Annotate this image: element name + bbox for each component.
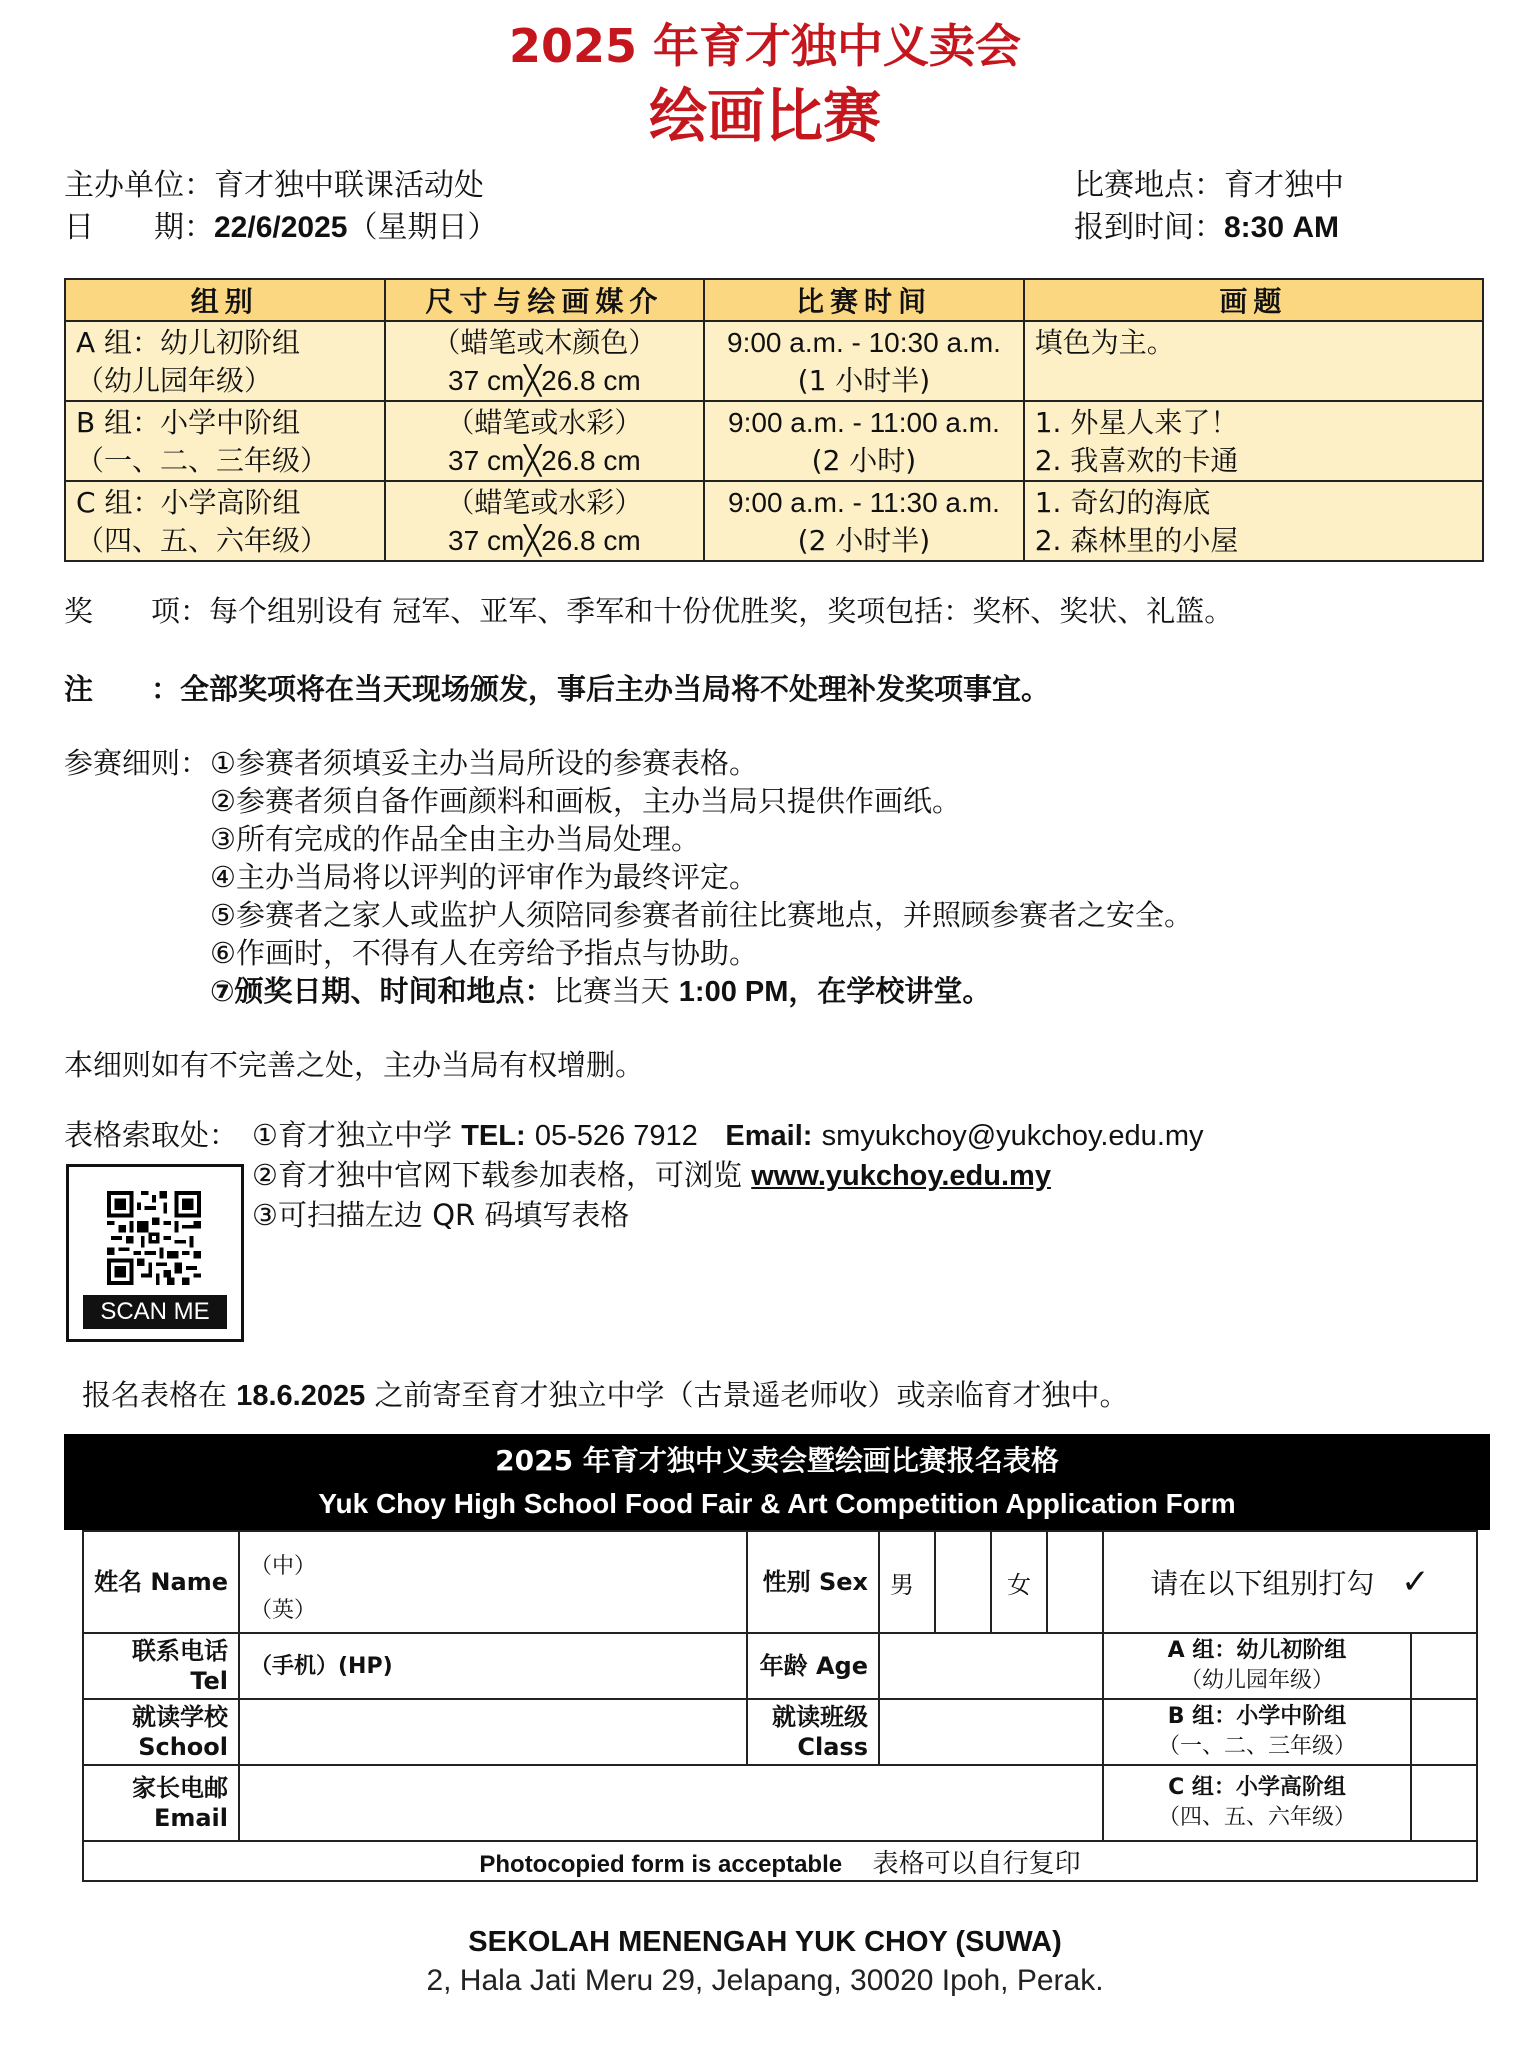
date-value: 22/6/2025 xyxy=(214,211,348,244)
check-icon: ✓ xyxy=(1401,1562,1430,1602)
email-label xyxy=(83,1765,239,1841)
report-label: 报到时间： xyxy=(1074,210,1224,245)
group-c-name: C 组：小学高阶组 xyxy=(1168,1775,1346,1800)
tick-instruction: 请在以下组别打勾 xyxy=(1150,1567,1375,1600)
form-source-line-3: ③可扫描左边 QR 码填写表格 xyxy=(252,1198,630,1232)
page-title: 2025 年育才独中义卖会 xyxy=(508,19,1022,73)
award-time: 1:00 PM xyxy=(678,976,789,1008)
male-label: 男 xyxy=(879,1531,935,1633)
email-label-zh: 家长电邮 xyxy=(132,1774,228,1802)
header-group: 组别 xyxy=(65,279,385,321)
medium: （蜡笔或水彩） xyxy=(446,406,643,439)
prizes-label: 奖 项： xyxy=(64,594,210,628)
qr-code-box[interactable] xyxy=(66,1164,244,1342)
age-label: 年龄 Age xyxy=(747,1633,879,1699)
rule-item: ④主办当局将以评判的评审作为最终评定。 xyxy=(210,860,758,894)
application-form xyxy=(82,1530,1478,1882)
deadline-suffix: 之前寄至育才独立中学（古景遥老师收）或亲临育才独中。 xyxy=(374,1378,1129,1412)
female-checkbox[interactable] xyxy=(1047,1531,1103,1633)
header-topic: 画题 xyxy=(1024,279,1483,321)
prizes-line xyxy=(64,592,1233,630)
rule-item-7 xyxy=(210,972,1193,1011)
group-grade: （四、五、六年级） xyxy=(76,524,329,557)
tel-label xyxy=(83,1633,239,1699)
table-row xyxy=(65,321,1483,401)
group-b-label xyxy=(1103,1699,1411,1765)
rule-item: ①参赛者须填妥主办当局所设的参赛表格。 xyxy=(210,746,758,780)
table-row xyxy=(65,401,1483,481)
download-text: ②育才独中官网下载参加表格，可浏览 xyxy=(252,1158,742,1192)
topic: 填色为主。 xyxy=(1034,326,1175,359)
topic: 1. 外星人来了！ xyxy=(1034,406,1239,439)
group-a-grade: （幼儿园年级） xyxy=(1179,1668,1334,1693)
time-cell xyxy=(704,401,1024,481)
group-c-checkbox[interactable] xyxy=(1411,1765,1477,1841)
form-row-school xyxy=(83,1699,1477,1765)
competition-table xyxy=(64,278,1484,562)
school-label-zh: 就读学校 xyxy=(132,1703,228,1731)
organizer-value: 育才独中联课活动处 xyxy=(214,168,484,203)
tel-hint: （手机）(HP) xyxy=(250,1653,393,1679)
time-cell xyxy=(704,321,1024,401)
form-footer-note xyxy=(83,1841,1477,1881)
topic: 1. 奇幻的海底 xyxy=(1034,486,1211,519)
deadline-prefix: 报名表格在 xyxy=(82,1378,228,1412)
topic-cell xyxy=(1024,401,1483,481)
school-label xyxy=(83,1699,239,1765)
date-label: 日 期： xyxy=(64,210,214,245)
size: 37 cm╳26.8 cm xyxy=(448,445,641,476)
tel-label: TEL: xyxy=(461,1120,526,1152)
rule-item: ⑥作画时，不得有人在旁给予指点与协助。 xyxy=(210,936,758,970)
school-name: SEKOLAH MENENGAH YUK CHOY (SUWA) xyxy=(468,1926,1062,1958)
medium-cell xyxy=(385,401,705,481)
group-b-grade: （一、二、三年级） xyxy=(1157,1734,1356,1759)
time-cell xyxy=(704,481,1024,561)
date-weekday: （星期日） xyxy=(347,210,498,245)
award-label: ⑦颁奖日期、时间和地点： xyxy=(210,974,554,1008)
header-time: 比赛时间 xyxy=(704,279,1024,321)
class-label xyxy=(747,1699,879,1765)
qr-code-icon xyxy=(107,1191,201,1285)
rules-list xyxy=(210,744,1193,1011)
group-cell xyxy=(65,481,385,561)
venue-value: 育才独中 xyxy=(1224,168,1344,203)
form-row-footer xyxy=(83,1841,1477,1881)
form-source-line-1 xyxy=(252,1116,1204,1155)
tick-instruction-cell xyxy=(1103,1531,1477,1633)
class-label-en: Class xyxy=(797,1733,868,1761)
rule-item: ②参赛者须自备作画颜料和画板，主办当局只提供作画纸。 xyxy=(210,784,961,818)
competition-table-header xyxy=(65,279,1483,321)
group-a-name: A 组：幼儿初阶组 xyxy=(1167,1638,1347,1663)
tel-label-en: Tel xyxy=(190,1667,228,1695)
tel-label-zh: 联系电话 xyxy=(132,1637,228,1665)
form-row-name xyxy=(83,1531,1477,1633)
duration: (1 小时半) xyxy=(797,364,931,397)
report-time-line xyxy=(1074,208,1339,248)
group-grade: （一、二、三年级） xyxy=(76,444,329,477)
form-header xyxy=(64,1434,1490,1530)
topic: 2. 森林里的小屋 xyxy=(1034,524,1239,557)
time: 9:00 a.m. - 11:00 a.m. xyxy=(728,407,1000,438)
school-address: 2, Hala Jati Meru 29, Jelapang, 30020 Ipoh, Perak. xyxy=(426,1964,1104,1997)
group-grade: （幼儿园年级） xyxy=(76,364,273,397)
website-link[interactable]: www.yukchoy.edu.my xyxy=(751,1160,1051,1192)
organizer-line xyxy=(64,166,484,206)
form-title-en: Yuk Choy High School Food Fair & Art Competition Application Form xyxy=(318,1488,1236,1519)
header-medium: 尺寸与绘画媒介 xyxy=(385,279,705,321)
duration: (2 小时半) xyxy=(797,524,931,557)
group-a-label xyxy=(1103,1633,1411,1699)
school-label-en: School xyxy=(138,1733,228,1761)
time: 9:00 a.m. - 10:30 a.m. xyxy=(727,327,1001,358)
page-subtitle: 绘画比赛 xyxy=(648,82,881,150)
tel-field[interactable] xyxy=(239,1633,747,1699)
report-value: 8:30 AM xyxy=(1224,211,1340,244)
deadline-date: 18.6.2025 xyxy=(236,1380,366,1412)
group-cell xyxy=(65,401,385,481)
name-zh-hint: （中） xyxy=(250,1554,317,1579)
note-text: 全部奖项将在当天现场颁发，事后主办当局将不处理补发奖项事宜。 xyxy=(180,672,1051,706)
topic-cell xyxy=(1024,481,1483,561)
award-day: 比赛当天 xyxy=(553,974,670,1008)
name-en-hint: （英） xyxy=(250,1598,317,1623)
disclaimer: 本细则如有不完善之处，主办当局有权增删。 xyxy=(64,1048,645,1082)
group-c-label xyxy=(1103,1765,1411,1841)
form-row-email xyxy=(83,1765,1477,1841)
group-b-checkbox[interactable] xyxy=(1411,1699,1477,1765)
organizer-label: 主办单位： xyxy=(64,168,214,203)
rule-item: ⑤参赛者之家人或监护人须陪同参赛者前往比赛地点，并照顾参赛者之安全。 xyxy=(210,898,1193,932)
group-name: A 组：幼儿初阶组 xyxy=(76,326,301,359)
photocopy-note-en: Photocopied form is acceptable xyxy=(479,1850,843,1878)
medium: （蜡笔或木颜色） xyxy=(432,326,657,359)
form-source-label: 表格索取处： xyxy=(64,1118,239,1152)
name-label: 姓名 Name xyxy=(83,1531,239,1633)
medium: （蜡笔或水彩） xyxy=(446,486,643,519)
class-label-zh: 就读班级 xyxy=(772,1703,868,1731)
award-place: ，在学校讲堂。 xyxy=(788,974,992,1008)
group-name: B 组：小学中阶组 xyxy=(76,406,301,439)
group-name: C 组：小学高阶组 xyxy=(76,486,301,519)
venue-line xyxy=(1074,166,1344,206)
table-row xyxy=(65,481,1483,561)
medium-cell xyxy=(385,321,705,401)
medium-cell xyxy=(385,481,705,561)
email-label-en: Email xyxy=(153,1804,228,1832)
sex-label: 性别 Sex xyxy=(747,1531,879,1633)
date-line xyxy=(64,208,497,248)
group-a-checkbox[interactable] xyxy=(1411,1633,1477,1699)
age-field[interactable] xyxy=(879,1633,1103,1699)
deadline-line xyxy=(82,1376,1128,1415)
note-label: 注 ： xyxy=(64,672,181,706)
note-line xyxy=(64,670,1050,708)
school-field[interactable] xyxy=(239,1699,747,1765)
male-checkbox[interactable] xyxy=(935,1531,991,1633)
tel-value: 05-526 7912 xyxy=(534,1120,698,1152)
female-label: 女 xyxy=(991,1531,1047,1633)
email-field[interactable] xyxy=(239,1765,1103,1841)
topic: 2. 我喜欢的卡通 xyxy=(1034,444,1239,477)
scan-me-label: SCAN ME xyxy=(83,1295,227,1329)
topic-cell xyxy=(1024,321,1483,401)
form-row-tel xyxy=(83,1633,1477,1699)
email-label: Email: xyxy=(725,1120,813,1152)
group-c-grade: （四、五、六年级） xyxy=(1157,1805,1356,1830)
size: 37 cm╳26.8 cm xyxy=(448,365,641,396)
form-title-zh: 2025 年育才独中义卖会暨绘画比赛报名表格 xyxy=(495,1444,1059,1477)
prizes-text: 每个组别设有 冠军、亚军、季军和十份优胜奖，奖项包括：奖杯、奖状、礼篮。 xyxy=(209,594,1234,628)
class-field[interactable] xyxy=(879,1699,1103,1765)
form-source-line-2 xyxy=(252,1156,1051,1195)
source-school: ①育才独立中学 xyxy=(252,1118,452,1152)
photocopy-note-zh: 表格可以自行复印 xyxy=(872,1848,1081,1879)
size: 37 cm╳26.8 cm xyxy=(448,525,641,556)
email-value[interactable]: smyukchoy@yukchoy.edu.my xyxy=(821,1120,1204,1152)
group-b-name: B 组：小学中阶组 xyxy=(1167,1704,1347,1729)
duration: (2 小时) xyxy=(811,444,917,477)
rule-item: ③所有完成的作品全由主办当局处理。 xyxy=(210,822,700,856)
rules-label: 参赛细则： xyxy=(64,746,210,780)
time: 9:00 a.m. - 11:30 a.m. xyxy=(728,487,1000,518)
name-field[interactable] xyxy=(239,1531,747,1633)
group-cell xyxy=(65,321,385,401)
venue-label: 比赛地点： xyxy=(1074,168,1224,203)
